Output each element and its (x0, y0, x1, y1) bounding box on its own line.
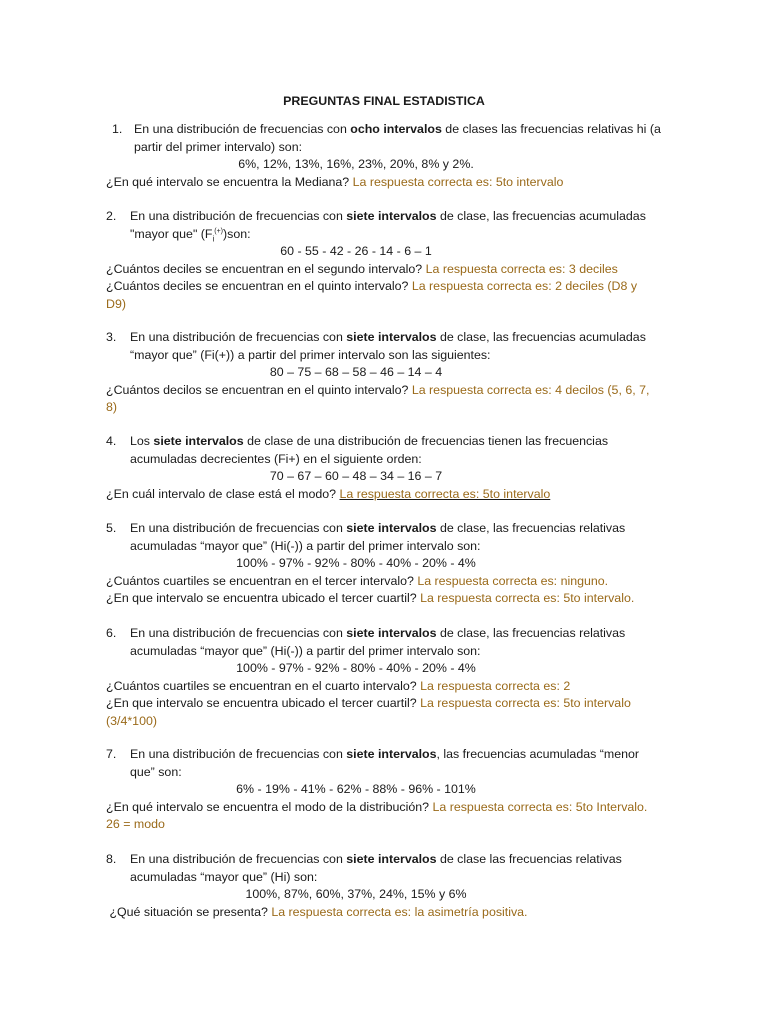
question-6 (106, 625, 666, 731)
question-1 (106, 121, 666, 191)
question-7 (106, 746, 666, 834)
question-8-stem-line-2: acumuladas “mayor que” (Hi) son: (130, 869, 318, 884)
answer-text: La respuesta correcta es: 5to intervalo (420, 696, 631, 711)
answer-text: La respuesta correcta es: 2 deciles (D8 y (411, 279, 638, 294)
question-8-ask: ¿Qué situación se presenta? La respuesta correcta es: la asimetría positiva. (106, 904, 528, 919)
question-number: 4. (106, 434, 117, 448)
answer-text: La respuesta correcta es: 5to Intervalo. (432, 799, 648, 814)
question-4-ask: ¿En cuál intervalo de clase está el modo? La respuesta correcta es: 5to intervalo (106, 486, 551, 501)
question-2-stem-line-2: "mayor que" $(F_i^{(+)})son$: (130, 226, 251, 244)
question-2-stem-line-1: 2. En una distribución de frecuencias con siete intervalos de clase, las frecuencias acumuladas (106, 208, 666, 226)
question-8-stem-line-1: 8. En una distribución de frecuencias con siete intervalos de clase las frecuencias relativas (106, 851, 666, 869)
answer-text-continued: D9) (106, 296, 126, 311)
answer-text: La respuesta correcta es: la asimetría positiva. (271, 904, 528, 919)
answer-text-continued: 26 = modo (106, 817, 165, 832)
answer-text: La respuesta correcta es: 4 decilos (5, 6, 7, (411, 382, 650, 397)
answer-text: La respuesta correcta es: 3 deciles (425, 261, 618, 276)
question-7-data: 6% - 19% - 41% - 62% - 88% - 96% - 101% (236, 782, 476, 797)
question-8 (106, 851, 666, 921)
question-5-ask-2: ¿En que intervalo se encuentra ubicado el tercer cuartil? La respuesta correcta es: 5to intervalo. (106, 591, 635, 606)
answer-text-continued: (3/4*100) (106, 713, 157, 728)
question-5-ask-1: ¿Cuántos cuartiles se encuentran en el tercer intervalo? La respuesta correcta es: ninguno. (106, 573, 609, 588)
answer-text: La respuesta correcta es: 2 (420, 678, 571, 693)
question-1-stem-line-1: 1. En una distribución de frecuencias con ocho intervalos de clases las frecuencias relativas hi (a (106, 121, 666, 139)
question-3-ask: ¿Cuántos decilos se encuentran en el quinto intervalo? La respuesta correcta es: 4 decilos (5, 6, 7, (106, 382, 650, 397)
question-4-stem-line-2: acumuladas decrecientes (Fi+) en el siguiente orden: (130, 451, 422, 466)
question-3 (106, 329, 666, 417)
question-8-data: 100%, 87%, 60%, 37%, 24%, 15% y 6% (245, 887, 467, 902)
question-2 (106, 208, 666, 314)
question-6-stem-line-2: acumuladas “mayor que” (Hi(-)) a partir del primer intervalo son: (130, 643, 481, 658)
question-2-ask-1: ¿Cuántos deciles se encuentran en el segundo intervalo? La respuesta correcta es: 3 deciles (106, 261, 618, 276)
question-6-ask-1: ¿Cuántos cuartiles se encuentran en el cuarto intervalo? La respuesta correcta es: 2 (106, 678, 571, 693)
question-1-ask: ¿En qué intervalo se encuentra la Mediana? La respuesta correcta es: 5to intervalo (106, 174, 564, 189)
question-6-ask-2: ¿En que intervalo se encuentra ubicado el tercer cuartil? La respuesta correcta es: 5to intervalo (106, 696, 631, 711)
question-3-data: 80 – 75 – 68 – 58 – 46 – 14 – 4 (269, 365, 443, 380)
question-number: 2. (106, 209, 117, 223)
question-2-ask-2: ¿Cuántos deciles se encuentran en el quinto intervalo? La respuesta correcta es: 2 deciles (D8 y (106, 279, 638, 294)
answer-text: La respuesta correcta es: 5to intervalo (339, 486, 551, 501)
question-7-stem-line-1: 7. En una distribución de frecuencias con siete intervalos, las frecuencias acumuladas “menor (106, 746, 666, 764)
question-5-stem-line-2: acumuladas “mayor que” (Hi(-)) a partir del primer intervalo son: (130, 538, 481, 553)
question-number: 3. (106, 330, 117, 344)
question-5 (106, 520, 666, 608)
question-4-data: 70 – 67 – 60 – 48 – 34 – 16 – 7 (269, 469, 443, 484)
question-2-data: 60 - 55 - 42 - 26 - 14 - 6 – 1 (280, 244, 432, 259)
question-1-data: 6%, 12%, 13%, 16%, 23%, 20%, 8% y 2%. (238, 157, 474, 172)
question-5-data: 100% - 97% - 92% - 80% - 40% - 20% - 4% (236, 556, 476, 571)
page-title: PREGUNTAS FINAL ESTADISTICA (283, 94, 485, 108)
question-7-ask: ¿En qué intervalo se encuentra el modo de la distribución? La respuesta correcta es: 5to Intervalo. (106, 799, 648, 814)
question-3-stem-line-2: “mayor que” (Fi(+)) a partir del primer intervalo son las siguientes: (130, 347, 491, 362)
question-1-stem-line-2: partir del primer intervalo) son: (134, 139, 303, 154)
question-3-stem-line-1: 3. En una distribución de frecuencias con siete intervalos de clase, las frecuencias acumuladas (106, 329, 666, 347)
answer-text: La respuesta correcta es: 5to intervalo (352, 174, 564, 189)
question-number: 5. (106, 521, 117, 535)
answer-text: La respuesta correcta es: ninguno. (417, 573, 609, 588)
answer-text-continued: 8) (106, 400, 118, 415)
question-number: 8. (106, 852, 117, 866)
answer-text: La respuesta correcta es: 5to intervalo. (420, 591, 635, 606)
question-4 (106, 433, 666, 503)
question-number: 6. (106, 626, 117, 640)
question-7-stem-line-2: que” son: (130, 764, 182, 779)
question-number: 1. (112, 122, 123, 136)
question-5-stem-line-1: 5. En una distribución de frecuencias con siete intervalos de clase, las frecuencias relativas (106, 520, 666, 538)
question-number: 7. (106, 747, 117, 761)
question-6-stem-line-1: 6. En una distribución de frecuencias con siete intervalos de clase, las frecuencias relativas (106, 625, 666, 643)
question-6-data: 100% - 97% - 92% - 80% - 40% - 20% - 4% (236, 661, 476, 676)
question-4-stem-line-1: 4. Los siete intervalos de clase de una distribución de frecuencias tienen las frecuencias (106, 433, 666, 451)
